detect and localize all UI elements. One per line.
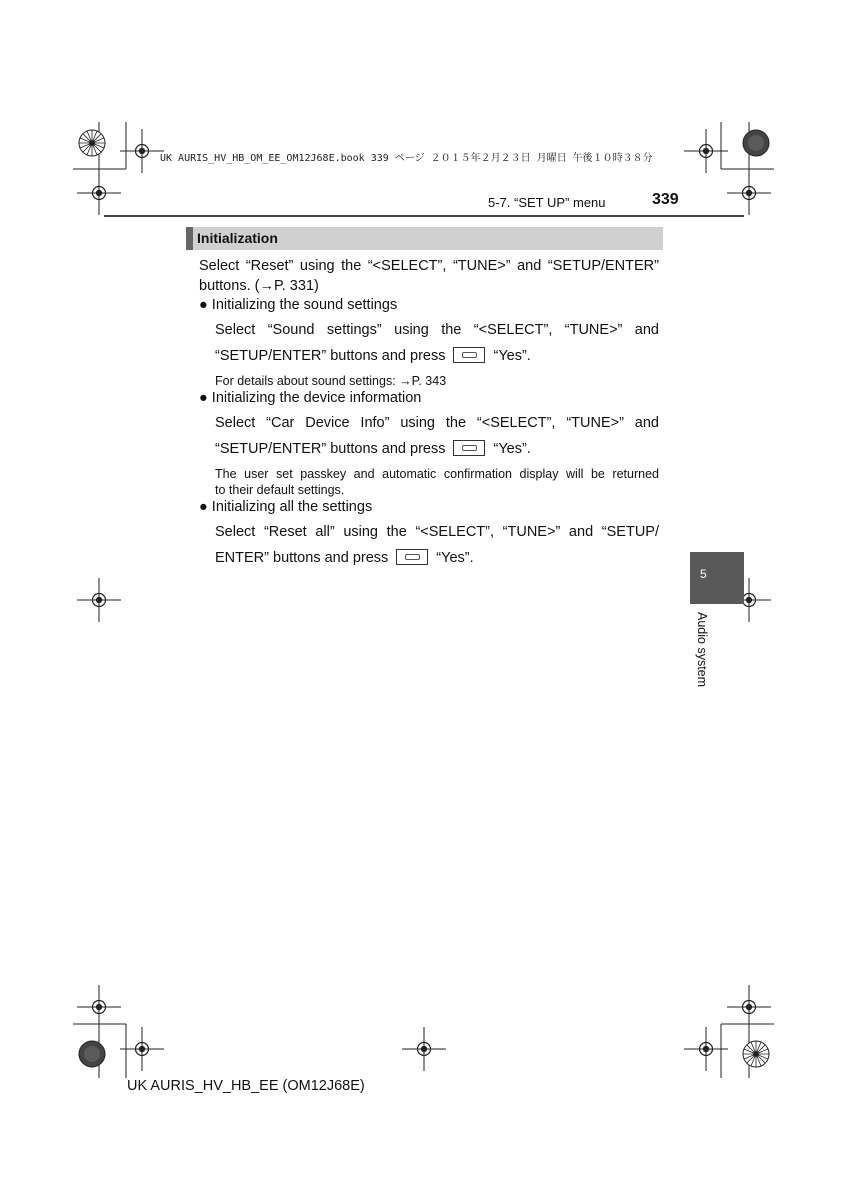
chapter-tab — [690, 552, 744, 604]
list-item-title — [199, 499, 372, 515]
bullet-icon: ● — [199, 297, 208, 313]
header-rule — [104, 215, 744, 217]
item-text-line-1: Select “Car Device Info” using the “<SELECT”, “TUNE>” and — [215, 415, 659, 431]
chapter-number: 5 — [700, 567, 707, 581]
bullet-icon: ● — [199, 390, 208, 406]
chapter-label: Audio system — [695, 612, 709, 688]
item-note-line-2: to their default settings. — [215, 483, 345, 497]
print-info: UK AURIS_HV_HB_OM_EE_OM12J68E.book 339 ページ ２０１５年２月２３日 月曜日 午後１０時３８分 — [160, 153, 653, 164]
list-item-title — [199, 390, 421, 406]
intro-line-1: Select “Reset” using the “<SELECT”, “TUNE>” and “SETUP/ENTER” — [199, 258, 659, 274]
item-text-pre: “SETUP/ENTER” buttons and press — [215, 441, 446, 457]
setup-enter-button-icon — [453, 347, 485, 363]
setup-enter-button-icon — [396, 549, 428, 565]
heading-title: Initialization — [197, 230, 278, 246]
item-note: For details about sound settings: →P. 343 — [215, 374, 447, 388]
list-item-title — [199, 297, 397, 313]
heading-accent — [186, 227, 193, 250]
item-text-pre: “SETUP/ENTER” buttons and press — [215, 348, 446, 364]
item-text-line-2 — [215, 346, 531, 366]
item-text-line-2 — [215, 548, 474, 568]
item-title: Initializing the sound settings — [211, 297, 398, 313]
item-title: Initializing the device information — [211, 390, 422, 406]
item-text-line-2 — [215, 439, 531, 459]
item-text-pre: ENTER” buttons and press — [215, 550, 389, 566]
item-text-line-1: Select “Sound settings” using the “<SELECT”, “TUNE>” and — [215, 322, 659, 338]
intro-line-2: buttons. (→P. 331) — [199, 278, 319, 294]
footer-text: UK AURIS_HV_HB_EE (OM12J68E) — [127, 1078, 365, 1094]
item-text-post: “Yes”. — [493, 348, 531, 364]
section-heading — [186, 227, 663, 250]
item-text-post: “Yes”. — [493, 441, 531, 457]
item-note-line-1: The user set passkey and automatic confirmation display will be returned — [215, 467, 659, 481]
section-label: 5-7. “SET UP” menu — [488, 195, 606, 210]
page-number: 339 — [652, 191, 679, 208]
item-text-post: “Yes”. — [436, 550, 474, 566]
item-title: Initializing all the settings — [211, 499, 373, 515]
setup-enter-button-icon — [453, 440, 485, 456]
bullet-icon: ● — [199, 499, 208, 515]
item-text-line-1: Select “Reset all” using the “<SELECT”, “TUNE>” and “SETUP/ — [215, 524, 659, 540]
